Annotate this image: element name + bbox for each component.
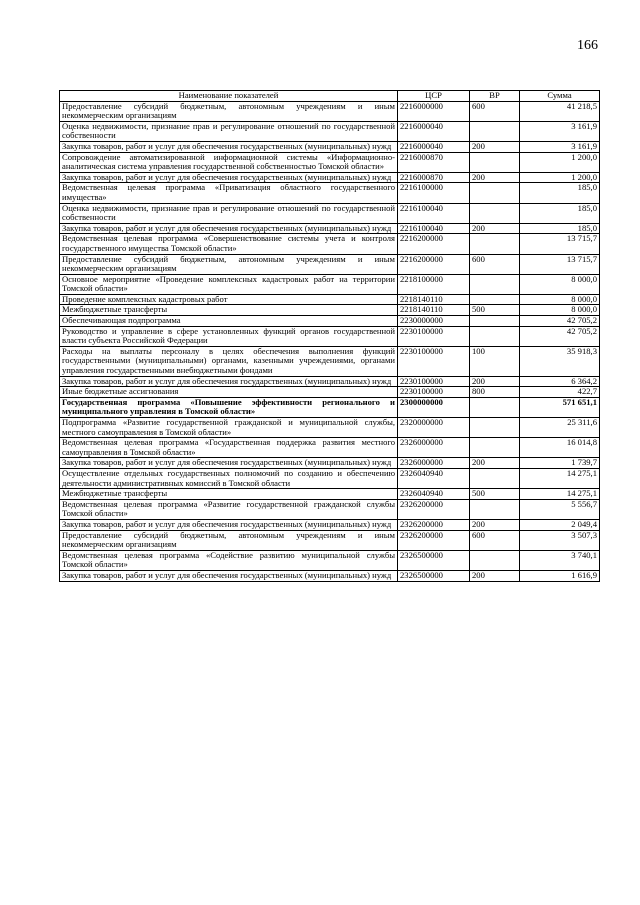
row-csr: 2216000040 bbox=[398, 141, 470, 152]
row-sum: 14 275,1 bbox=[520, 468, 600, 488]
table-row bbox=[60, 530, 600, 550]
row-sum: 571 651,1 bbox=[520, 397, 600, 417]
row-csr: 2326040940 bbox=[398, 468, 470, 488]
row-sum: 5 556,7 bbox=[520, 499, 600, 519]
row-name: Ведомственная целевая программа «Развитие государственной гражданской службы Томской области» bbox=[60, 499, 398, 519]
table-row bbox=[60, 172, 600, 183]
row-vr bbox=[470, 234, 520, 254]
table-row bbox=[60, 458, 600, 469]
table-row bbox=[60, 141, 600, 152]
row-name: Сопровождение автоматизированной информационной системы «Информационно-аналитическая система управления государственной собственностью Томской области» bbox=[60, 152, 398, 172]
row-name: Предоставление субсидий бюджетным, автономным учреждениям и иным некоммерческим организациям bbox=[60, 254, 398, 274]
row-csr: 2216000040 bbox=[398, 121, 470, 141]
row-name: Ведомственная целевая программа «Государственная поддержка развития местного самоуправления в Томской области» bbox=[60, 438, 398, 458]
row-vr: 100 bbox=[470, 346, 520, 376]
row-csr: 2320000000 bbox=[398, 418, 470, 438]
row-csr: 2300000000 bbox=[398, 397, 470, 417]
row-vr bbox=[470, 418, 520, 438]
header-vr: ВР bbox=[470, 91, 520, 102]
row-sum: 6 364,2 bbox=[520, 376, 600, 387]
table-row bbox=[60, 305, 600, 316]
table-row bbox=[60, 346, 600, 376]
table-row bbox=[60, 438, 600, 458]
row-sum: 185,0 bbox=[520, 183, 600, 203]
row-name: Закупка товаров, работ и услуг для обеспечения государственных (муниципальных) нужд bbox=[60, 141, 398, 152]
row-name: Закупка товаров, работ и услуг для обеспечения государственных (муниципальных) нужд bbox=[60, 519, 398, 530]
row-name: Межбюджетные трансферты bbox=[60, 305, 398, 316]
row-vr bbox=[470, 203, 520, 223]
row-csr: 2216000870 bbox=[398, 172, 470, 183]
row-sum: 1 200,0 bbox=[520, 172, 600, 183]
row-sum: 3 507,3 bbox=[520, 530, 600, 550]
row-vr bbox=[470, 121, 520, 141]
row-csr: 2218140110 bbox=[398, 294, 470, 305]
row-csr: 2216000870 bbox=[398, 152, 470, 172]
table-row bbox=[60, 499, 600, 519]
row-vr bbox=[470, 499, 520, 519]
row-vr: 600 bbox=[470, 101, 520, 121]
row-name: Обеспечивающая подпрограмма bbox=[60, 316, 398, 327]
row-vr: 200 bbox=[470, 172, 520, 183]
row-name: Оценка недвижимости, признание прав и регулирование отношений по государственной собственности bbox=[60, 203, 398, 223]
row-name: Руководство и управление в сфере установленных функций органов государственной власти субъекта Российской Федерации bbox=[60, 326, 398, 346]
row-sum: 1 739,7 bbox=[520, 458, 600, 469]
table-row bbox=[60, 326, 600, 346]
row-sum: 1 200,0 bbox=[520, 152, 600, 172]
table-row bbox=[60, 234, 600, 254]
table-row bbox=[60, 489, 600, 500]
row-name: Межбюджетные трансферты bbox=[60, 489, 398, 500]
row-sum: 422,7 bbox=[520, 387, 600, 398]
page-number: 166 bbox=[577, 38, 598, 53]
table-row bbox=[60, 294, 600, 305]
row-vr: 800 bbox=[470, 387, 520, 398]
row-vr: 200 bbox=[470, 519, 520, 530]
row-vr bbox=[470, 274, 520, 294]
row-sum: 14 275,1 bbox=[520, 489, 600, 500]
row-csr: 2326000000 bbox=[398, 458, 470, 469]
table-row bbox=[60, 274, 600, 294]
row-vr bbox=[470, 550, 520, 570]
table-header-row bbox=[60, 91, 600, 102]
row-csr: 2326040940 bbox=[398, 489, 470, 500]
row-csr: 2230000000 bbox=[398, 316, 470, 327]
row-vr bbox=[470, 397, 520, 417]
row-sum: 3 161,9 bbox=[520, 141, 600, 152]
table-row bbox=[60, 152, 600, 172]
row-name: Закупка товаров, работ и услуг для обеспечения государственных (муниципальных) нужд bbox=[60, 223, 398, 234]
row-csr: 2218140110 bbox=[398, 305, 470, 316]
row-sum: 41 218,5 bbox=[520, 101, 600, 121]
row-vr bbox=[470, 438, 520, 458]
table-row bbox=[60, 418, 600, 438]
row-vr: 200 bbox=[470, 376, 520, 387]
table-row bbox=[60, 121, 600, 141]
row-csr: 2216100000 bbox=[398, 183, 470, 203]
row-name: Осуществление отдельных государственных полномочий по созданию и обеспечению деятельности административных комиссий в Томской области bbox=[60, 468, 398, 488]
row-csr: 2326500000 bbox=[398, 550, 470, 570]
row-vr: 600 bbox=[470, 530, 520, 550]
row-name: Ведомственная целевая программа «Приватизация областного государственного имущества» bbox=[60, 183, 398, 203]
row-sum: 3 161,9 bbox=[520, 121, 600, 141]
row-name: Ведомственная целевая программа «Содействие развитию муниципальной службы Томской области» bbox=[60, 550, 398, 570]
table-row bbox=[60, 316, 600, 327]
row-csr: 2230100000 bbox=[398, 326, 470, 346]
row-vr: 200 bbox=[470, 570, 520, 581]
row-sum: 1 616,9 bbox=[520, 570, 600, 581]
row-sum: 13 715,7 bbox=[520, 234, 600, 254]
row-name: Предоставление субсидий бюджетным, автономным учреждениям и иным некоммерческим организациям bbox=[60, 530, 398, 550]
row-csr: 2216200000 bbox=[398, 234, 470, 254]
row-vr: 200 bbox=[470, 141, 520, 152]
row-csr: 2216000000 bbox=[398, 101, 470, 121]
row-vr: 200 bbox=[470, 458, 520, 469]
row-sum: 8 000,0 bbox=[520, 294, 600, 305]
table-row bbox=[60, 387, 600, 398]
table-row bbox=[60, 183, 600, 203]
row-vr bbox=[470, 468, 520, 488]
table-row bbox=[60, 468, 600, 488]
row-csr: 2230100000 bbox=[398, 376, 470, 387]
row-sum: 42 705,2 bbox=[520, 316, 600, 327]
row-csr: 2326000000 bbox=[398, 438, 470, 458]
row-csr: 2216200000 bbox=[398, 254, 470, 274]
row-vr bbox=[470, 152, 520, 172]
row-csr: 2326200000 bbox=[398, 530, 470, 550]
table-row bbox=[60, 203, 600, 223]
row-name: Подпрограмма «Развитие государственной гражданской и муниципальной службы, местного самоуправления в Томской области» bbox=[60, 418, 398, 438]
row-csr: 2326500000 bbox=[398, 570, 470, 581]
row-name: Закупка товаров, работ и услуг для обеспечения государственных (муниципальных) нужд bbox=[60, 570, 398, 581]
row-vr: 200 bbox=[470, 223, 520, 234]
row-name: Ведомственная целевая программа «Совершенствование системы учета и контроля государственного имущества Томской области» bbox=[60, 234, 398, 254]
row-sum: 16 014,8 bbox=[520, 438, 600, 458]
row-name: Закупка товаров, работ и услуг для обеспечения государственных (муниципальных) нужд bbox=[60, 172, 398, 183]
row-sum: 185,0 bbox=[520, 223, 600, 234]
header-csr: ЦСР bbox=[398, 91, 470, 102]
row-name: Иные бюджетные ассигнования bbox=[60, 387, 398, 398]
row-name: Основное мероприятие «Проведение комплексных кадастровых работ на территории Томской области» bbox=[60, 274, 398, 294]
row-vr: 600 bbox=[470, 254, 520, 274]
row-vr: 500 bbox=[470, 305, 520, 316]
row-name: Предоставление субсидий бюджетным, автономным учреждениям и иным некоммерческим организациям bbox=[60, 101, 398, 121]
row-sum: 3 740,1 bbox=[520, 550, 600, 570]
table-row bbox=[60, 223, 600, 234]
row-sum: 42 705,2 bbox=[520, 326, 600, 346]
table-row bbox=[60, 376, 600, 387]
row-csr: 2216100040 bbox=[398, 223, 470, 234]
table-row bbox=[60, 550, 600, 570]
row-sum: 2 049,4 bbox=[520, 519, 600, 530]
row-sum: 8 000,0 bbox=[520, 305, 600, 316]
row-name: Закупка товаров, работ и услуг для обеспечения государственных (муниципальных) нужд bbox=[60, 376, 398, 387]
row-name: Проведение комплексных кадастровых работ bbox=[60, 294, 398, 305]
row-csr: 2230100000 bbox=[398, 387, 470, 398]
row-sum: 13 715,7 bbox=[520, 254, 600, 274]
row-vr bbox=[470, 183, 520, 203]
row-name: Закупка товаров, работ и услуг для обеспечения государственных (муниципальных) нужд bbox=[60, 458, 398, 469]
table-row bbox=[60, 254, 600, 274]
row-csr: 2218100000 bbox=[398, 274, 470, 294]
row-csr: 2216100040 bbox=[398, 203, 470, 223]
row-vr bbox=[470, 316, 520, 327]
row-vr: 500 bbox=[470, 489, 520, 500]
row-csr: 2230100000 bbox=[398, 346, 470, 376]
row-csr: 2326200000 bbox=[398, 519, 470, 530]
row-vr bbox=[470, 294, 520, 305]
budget-table bbox=[59, 90, 600, 582]
row-name: Оценка недвижимости, признание прав и регулирование отношений по государственной собственности bbox=[60, 121, 398, 141]
header-name: Наименование показателей bbox=[60, 91, 398, 102]
row-csr: 2326200000 bbox=[398, 499, 470, 519]
row-sum: 35 918,3 bbox=[520, 346, 600, 376]
row-vr bbox=[470, 326, 520, 346]
table-row bbox=[60, 519, 600, 530]
row-sum: 25 311,6 bbox=[520, 418, 600, 438]
row-name: Государственная программа «Повышение эффективности регионального и муниципального управления в Томской области» bbox=[60, 397, 398, 417]
row-sum: 8 000,0 bbox=[520, 274, 600, 294]
table-row bbox=[60, 101, 600, 121]
table-row bbox=[60, 397, 600, 417]
table-row bbox=[60, 570, 600, 581]
row-sum: 185,0 bbox=[520, 203, 600, 223]
header-sum: Сумма bbox=[520, 91, 600, 102]
row-name: Расходы на выплаты персоналу в целях обеспечения выполнения функций государственными (муниципальными) органами, казенными учреждениями, органами управления государственными внебюджетными фондами bbox=[60, 346, 398, 376]
